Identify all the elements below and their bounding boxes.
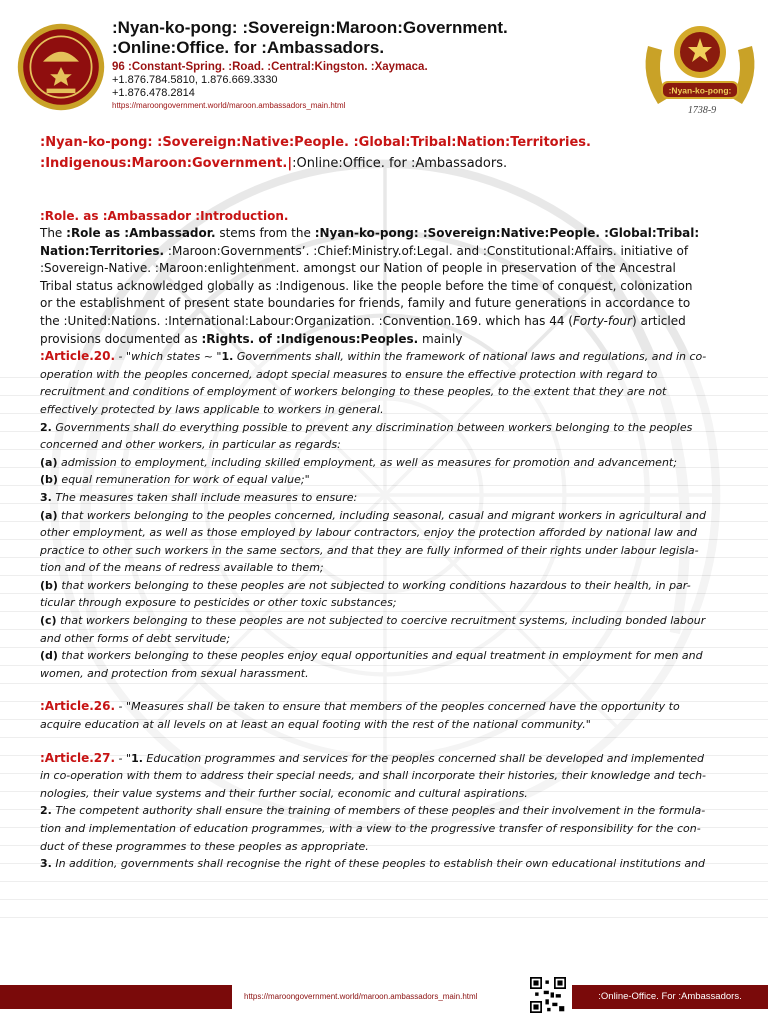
- nyankopong-crest-icon: [638, 16, 762, 122]
- article-20-num-1: 1.: [221, 350, 234, 364]
- article-27-num-1: 1.: [131, 751, 143, 765]
- article-26-label: :Article.26.: [40, 699, 116, 714]
- article-27-num-3: 3.: [40, 857, 52, 871]
- article-20-lead: - "which states ~ ": [115, 350, 222, 364]
- article-27-para-2: The competent authority shall ensure the training of members of these peoples and their involvement in the formula-tion and implementation of education programmes, with a view to the progressive transfer of responsibility for the con-duct of these programmes to these peoples as appropriate.: [40, 804, 706, 853]
- footer-office-label: :Online-Office. For :Ambassadors.: [572, 985, 768, 1009]
- article-27-label: :Article.27.: [40, 750, 116, 765]
- article-20-para-2: Governments shall do everything possible to prevent any discrimination between workers belonging to the peoples concerned and other workers, in particular as regards:: [40, 420, 693, 452]
- document-title: [40, 132, 708, 174]
- article-27-para-3: In addition, governments shall recognise the right of these peoples to establish their own educational institutions and: [51, 857, 706, 871]
- intro-bold-nation: :Nyan-ko-pong: :Sovereign:Native:People. :Global:Tribal: Nation:Territories.: [40, 226, 700, 258]
- article-20-para-1: Governments shall, within the framework of national laws and regulations, and in co-operation with the peoples concerned, adopt special measures to ensure the effective protection with regard to recruitment and conditions of employment of workers belonging to these peoples, to the extent that they are not effectively protected by laws applicable to workers in general.: [40, 350, 707, 416]
- document-title-line2-red: :Indigenous:Maroon:Government.: [40, 156, 288, 171]
- article-20-item-b2: that workers belonging to these peoples are not subjected to working conditions hazardous to their health, in par-ticular through exposure to pesticides or other toxic substances;: [40, 578, 691, 610]
- article-20: [40, 348, 708, 682]
- article-20-item-a: admission to employment, including skilled employment, as well as measures for promotion and advancement;: [57, 455, 677, 469]
- intro-text-2: :Maroon:Governments’. :Chief:Ministry.of:Legal. and :Constitutional:Affairs. initiative of :Sovereign-Native. :Maroon:enlightenment. amongst our Nation of people in preservation of the Ancestral Tribal status acknowledged globally as :Indigenous. like the people before the time of conquest, colonization or the establishment of present state boundaries for friends, family and future generations in accordance to the :United:Nations. :International:Labour:Organization. :Convention.169. which has 44 (: [40, 243, 693, 328]
- intro-text-1: stems from the: [215, 226, 315, 240]
- crest-year: 1738-9: [687, 105, 717, 116]
- article-27-para-1: Education programmes and services for the peoples concerned shall be developed and implemented in co-operation with them to address their special needs, and shall incorporate their histories, their knowledge and tech-nologies, their value systems and their further social, economic and cultural aspirations.: [40, 751, 707, 800]
- intro-italic-forty-four: Forty-four: [572, 313, 632, 328]
- document-title-line2-plain: :Online:Office. for :Ambassadors.: [292, 156, 508, 171]
- article-20-item-a2-label: (a): [40, 508, 58, 522]
- article-26-text: - "Measures shall be taken to ensure that members of the peoples concerned have the opportunity to acquire education at all levels on at least an equal footing with the rest of the national community.": [40, 700, 680, 732]
- letterhead: [0, 0, 768, 128]
- article-20-item-c: that workers belonging to these peoples are not subjected to coercive recruitment systems, including bonded labour and other forms of debt servitude;: [40, 614, 706, 645]
- crest-banner-text: :Nyan-ko-pong:: [668, 85, 732, 96]
- article-20-item-b-label: (b): [40, 473, 58, 487]
- intro-text-the: The: [40, 226, 67, 240]
- article-20-num-2: 2.: [40, 420, 52, 434]
- article-20-item-d-label: (d): [40, 649, 58, 663]
- letterhead-address: 96 :Constant-Spring. :Road. :Central:Kingston. :Xaymaca.: [112, 61, 428, 73]
- article-20-item-c-label: (c): [40, 614, 57, 628]
- intro-bold-rights: :Rights. of :Indigenous:Peoples.: [201, 331, 419, 346]
- article-27-lead: - ": [115, 751, 132, 765]
- intro-bold-role: :Role as :Ambassador.: [66, 226, 216, 240]
- intro-heading: :Role. as :Ambassador :Introduction.: [40, 209, 289, 223]
- document-body: [40, 132, 708, 873]
- article-20-item-b2-label: (b): [40, 578, 58, 592]
- article-20-para-3: The measures taken shall include measures to ensure:: [51, 490, 358, 504]
- intro-paragraph: [40, 225, 708, 348]
- letterhead-phone-2: +1.876.478.2814: [112, 87, 195, 99]
- article-20-num-3: 3.: [40, 490, 52, 504]
- title-separator: |: [287, 156, 293, 171]
- document-title-line1: :Nyan-ko-pong: :Sovereign:Native:People. :Global:Tribal:Nation:Territories.: [40, 135, 591, 150]
- letterhead-phone-1: +1.876.784.5810, 1.876.669.3330: [112, 74, 278, 86]
- footer-bar-left: [0, 985, 232, 1009]
- letterhead-url[interactable]: https://maroongovernment.world/maroon.ambassadors_main.html: [112, 101, 346, 110]
- intro-text-4: mainly: [418, 331, 463, 346]
- maroon-seal-icon: [16, 22, 106, 112]
- article-20-item-a-label: (a): [40, 455, 58, 469]
- article-27-num-2: 2.: [40, 804, 52, 818]
- letterhead-title-1: :Nyan-ko-pong: :Sovereign:Maroon:Government.: [112, 18, 508, 37]
- article-27: [40, 750, 708, 873]
- letterhead-title-2: :Online:Office. for :Ambassadors.: [112, 38, 385, 57]
- article-20-item-a2: that workers belonging to the peoples concerned, including seasonal, casual and migrant workers in agricultural and other employment, as well as those employed by labour contractors, enjoy the protection afforded by national law and practice to other such workers in the same sectors, and that they are fully informed of their rights under labour legisla-tion and of the means of redress available to them;: [40, 508, 707, 575]
- article-20-item-b: equal remuneration for work of equal value;": [57, 473, 310, 487]
- qr-code-icon: [530, 977, 566, 1013]
- article-20-label: :Article.20.: [40, 349, 116, 364]
- footer-url[interactable]: https://maroongovernment.world/maroon.ambassadors_main.html: [244, 992, 478, 1001]
- article-26: [40, 698, 708, 733]
- page-footer: [0, 985, 768, 1009]
- intro-text-3: ) articled provisions documented as: [40, 313, 686, 346]
- article-20-item-d: that workers belonging to these peoples enjoy equal opportunities and equal treatment in employment for men and women, and protection from sexual harassment.: [40, 649, 703, 680]
